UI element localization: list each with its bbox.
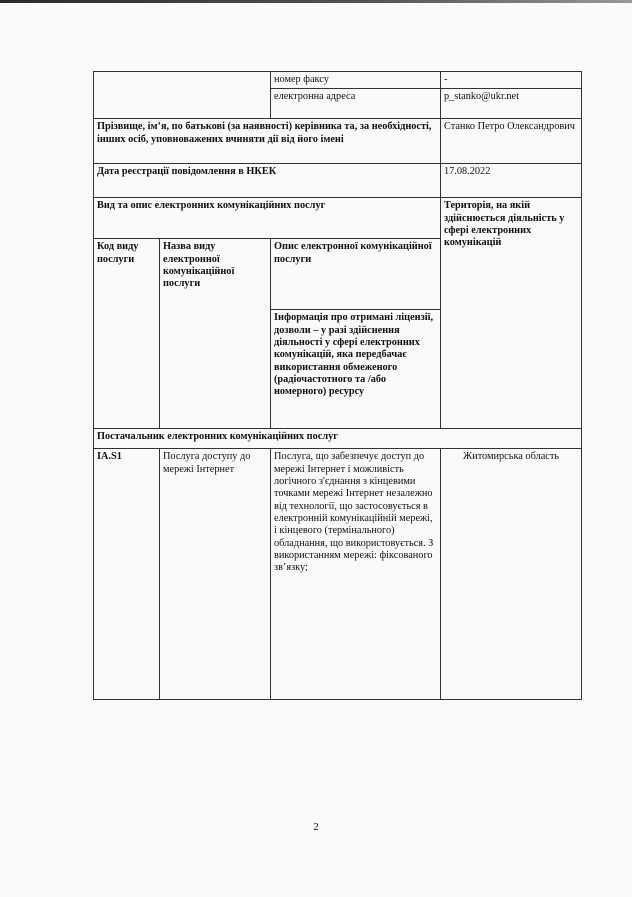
col-license-header: Інформація про отримані ліцензії, дозволи – у разі здійснення діяльності у сфері електронних комунікацій, яка передбачає використання обмеженого (радіочастотного та /або номерного) ресурсу: [271, 310, 441, 429]
services-header-row: [94, 198, 582, 239]
authorized-row: [94, 119, 582, 164]
service-territory: Житомирська область: [441, 449, 582, 700]
table-row: [94, 449, 582, 700]
col-desc-header: Опис електронної комунікаційної послуги: [271, 239, 441, 310]
fax-value: -: [441, 72, 582, 89]
provider-row: [94, 429, 582, 449]
col-code-header: Код виду послуги: [94, 239, 160, 429]
territory-header: Територія, на якій здійснюється діяльність у сфері електронних комунікацій: [441, 198, 582, 429]
service-name: Послуга доступу до мережі Інтернет: [160, 449, 271, 700]
authorized-value: Станко Петро Олександрович: [441, 119, 582, 164]
email-value: p_stanko@ukr.net: [441, 89, 582, 119]
registration-label: Дата реєстрації повідомлення в НКЕК: [94, 164, 441, 198]
fax-label: номер факсу: [271, 72, 441, 89]
blank-cell: [94, 72, 271, 119]
email-label: електронна адреса: [271, 89, 441, 119]
provider-label: Постачальник електронних комунікаційних послуг: [94, 429, 582, 449]
service-description: Послуга, що забезпечує доступ до мережі Інтернет і можливість логічного з'єднання з кінцевими точками мережі Інтернет незалежно від технології, що застосовується в електронній комунікаційній мережі, і кінцевого (термінального) обладнання, що використовується. З використанням мережі: фіксованого зв’язку;: [271, 449, 441, 700]
authorized-label: Прізвище, ім’я, по батькові (за наявності) керівника та, за необхідності, інших осіб, уповноважених вчиняти дії від його імені: [94, 119, 441, 164]
scan-edge: [0, 0, 632, 3]
page-number: 2: [313, 821, 319, 833]
registration-value: 17.08.2022: [441, 164, 582, 198]
registry-table: [93, 71, 582, 700]
registration-row: [94, 164, 582, 198]
fax-row: [94, 72, 582, 89]
service-code: IA.S1: [94, 449, 160, 700]
col-name-header: Назва виду електронної комунікаційної послуги: [160, 239, 271, 429]
services-header-label: Вид та опис електронних комунікаційних послуг: [94, 198, 441, 239]
